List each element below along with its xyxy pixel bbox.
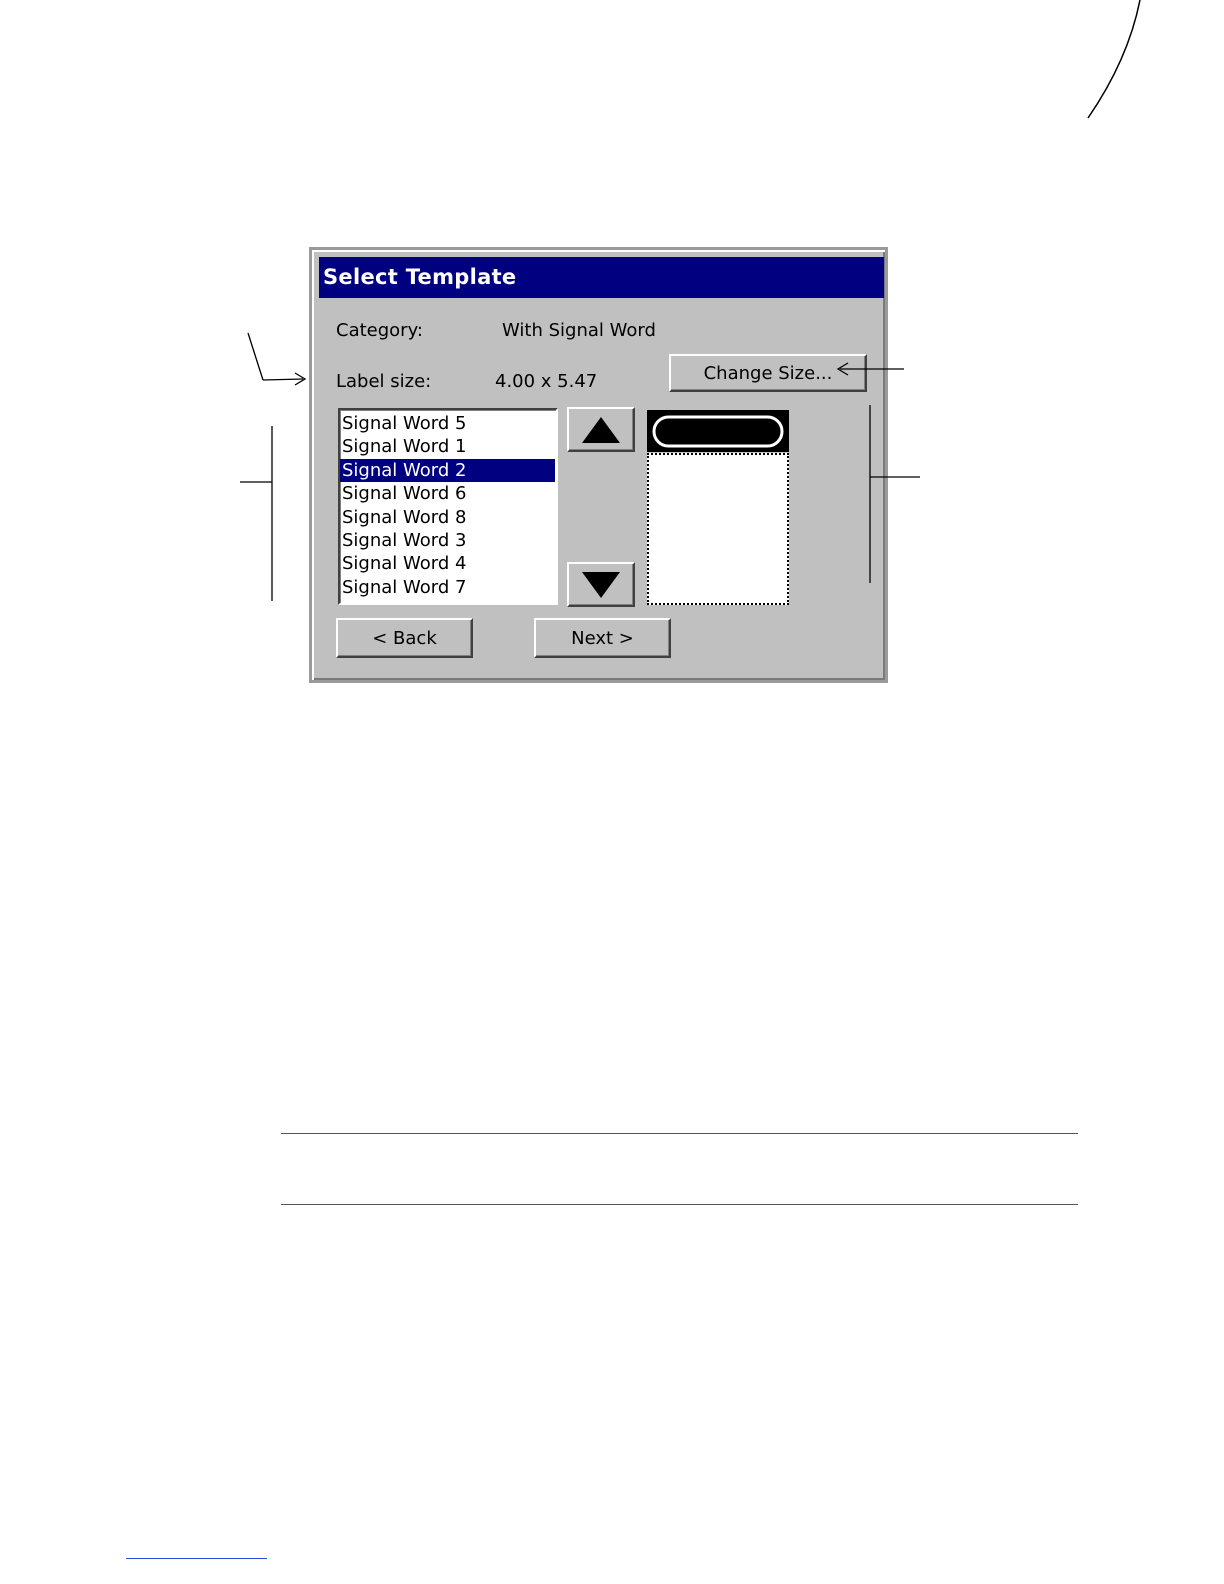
label-size-label: Label size: <box>336 371 432 392</box>
footnote-rule <box>126 1558 267 1559</box>
footer-rule-top <box>281 1133 1078 1134</box>
next-button-label: Next > <box>571 627 634 649</box>
callout-lines <box>0 0 1224 700</box>
label-size-value: 4.00 x 5.47 <box>495 371 598 392</box>
change-size-button-label: Change Size... <box>703 362 833 384</box>
template-list-item[interactable]: Signal Word 4 <box>342 553 467 575</box>
category-label: Category: <box>336 320 423 341</box>
template-list-item[interactable]: Signal Word 3 <box>342 529 467 551</box>
template-list-item[interactable]: Signal Word 5 <box>342 413 467 434</box>
template-list-item[interactable]: Signal Word 2 <box>340 459 555 482</box>
template-list-item[interactable]: Signal Word 8 <box>342 506 467 528</box>
footer-rule-bottom <box>281 1204 1078 1205</box>
back-button-label: < Back <box>372 627 437 649</box>
dialog-title: Select Template <box>323 265 517 289</box>
template-list-item[interactable]: Signal Word 1 <box>342 436 467 458</box>
category-value: With Signal Word <box>502 320 656 341</box>
template-list-item[interactable]: Signal Word 7 <box>342 576 467 598</box>
template-list-item[interactable]: Signal Word 6 <box>342 483 467 505</box>
